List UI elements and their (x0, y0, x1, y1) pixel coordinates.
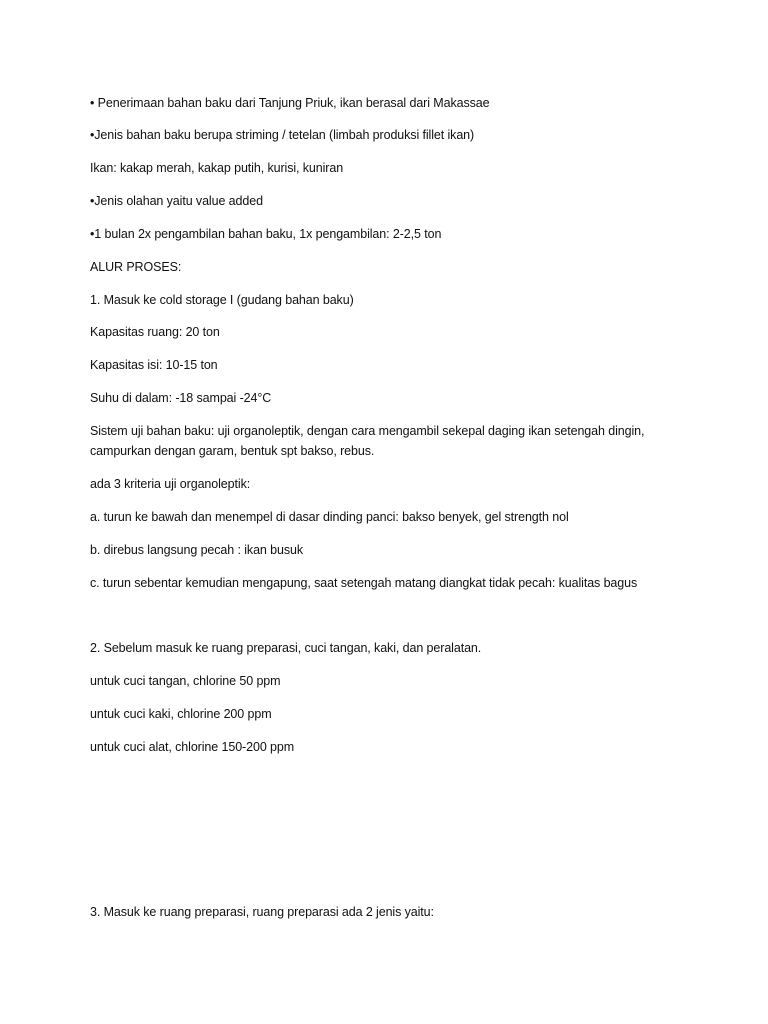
text-line-raw-material-type: •Jenis bahan baku berupa striming / tetelan (limbah produksi fillet ikan) (90, 128, 475, 142)
text-line-receiving: • Penerimaan bahan baku dari Tanjung Priuk, ikan berasal dari Makassae (90, 96, 490, 110)
text-line-criteria-a: a. turun ke bawah dan menempel di dasar dinding panci: bakso benyek, gel strength nol (90, 510, 569, 524)
text-line-step-2: 2. Sebelum masuk ke ruang preparasi, cuci tangan, kaki, dan peralatan. (90, 641, 482, 655)
text-line-intake-frequency: •1 bulan 2x pengambilan bahan baku, 1x pengambilan: 2-2,5 ton (90, 227, 442, 241)
text-line-test-system: Sistem uji bahan baku: uji organoleptik, dengan cara mengambil sekepal daging ikan setengah dingin, (90, 424, 645, 438)
text-line-product-type: •Jenis olahan yaitu value added (90, 194, 263, 208)
text-line-criteria-heading: ada 3 kriteria uji organoleptik: (90, 477, 251, 491)
text-line-step-1: 1. Masuk ke cold storage I (gudang bahan baku) (90, 293, 354, 307)
section-heading-process-flow: ALUR PROSES: (90, 260, 182, 274)
text-line-temperature: Suhu di dalam: -18 sampai -24°C (90, 391, 272, 405)
text-line-fill-capacity: Kapasitas isi: 10-15 ton (90, 358, 218, 372)
text-line-criteria-b: b. direbus langsung pecah : ikan busuk (90, 543, 304, 557)
text-line-hand-wash: untuk cuci tangan, chlorine 50 ppm (90, 674, 281, 688)
text-line-fish-types: Ikan: kakap merah, kakap putih, kurisi, kuniran (90, 161, 344, 175)
text-line-foot-wash: untuk cuci kaki, chlorine 200 ppm (90, 707, 272, 721)
text-line-criteria-c: c. turun sebentar kemudian mengapung, saat setengah matang diangkat tidak pecah: kualitas bagus (90, 576, 638, 590)
text-line-tool-wash: untuk cuci alat, chlorine 150-200 ppm (90, 740, 295, 754)
text-line-step-3: 3. Masuk ke ruang preparasi, ruang preparasi ada 2 jenis yaitu: (90, 905, 434, 919)
text-line-room-capacity: Kapasitas ruang: 20 ton (90, 325, 220, 339)
text-line-test-system-cont: campurkan dengan garam, bentuk spt bakso, rebus. (90, 444, 375, 458)
